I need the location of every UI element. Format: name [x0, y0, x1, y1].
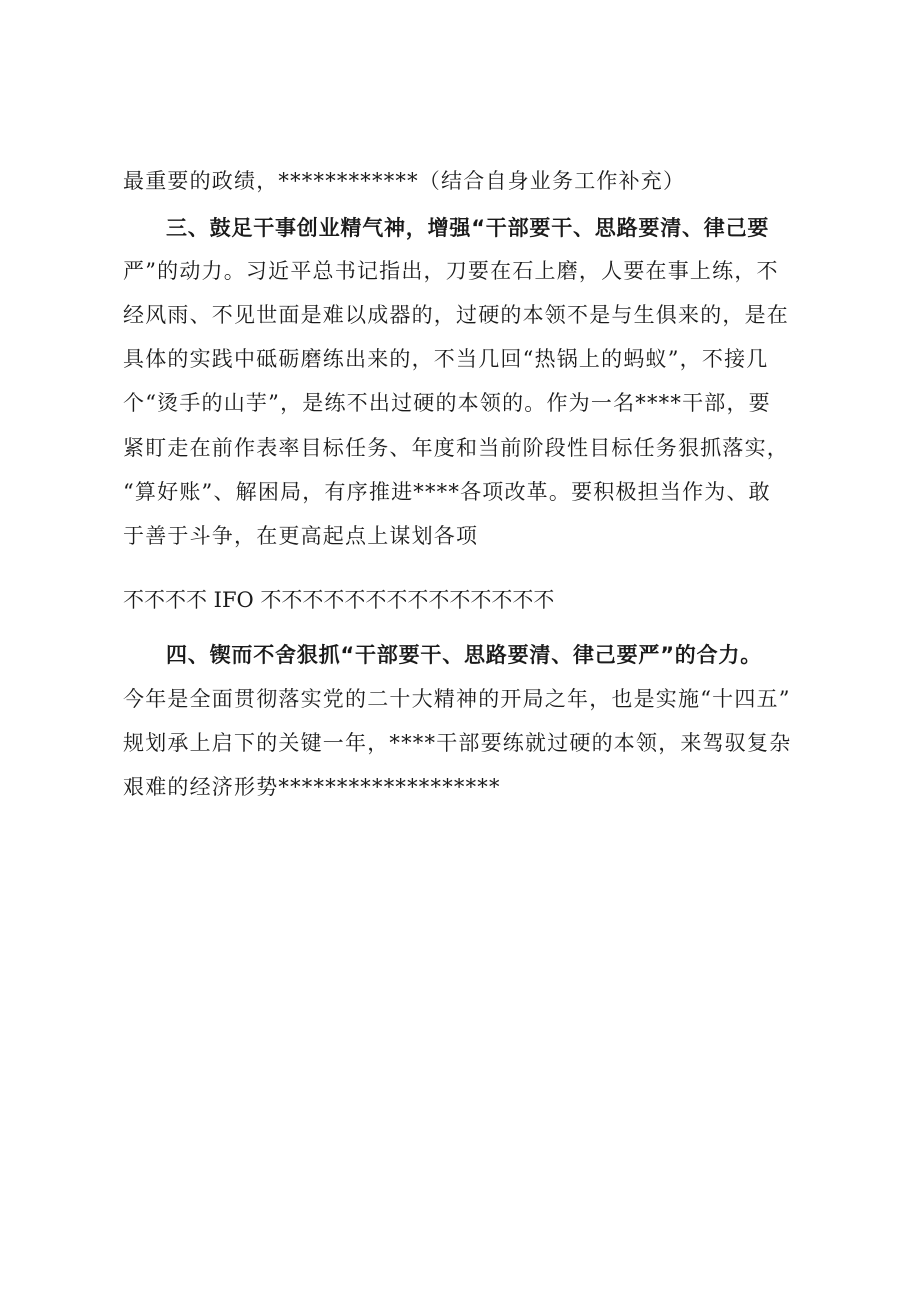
paragraph-line: “算好账”、解困局，有序推进****各项改革。要积极担当作为、敢	[123, 480, 771, 504]
paragraph-line: 经风雨、不见世面是难以成器的，过硬的本领不是与生俱来的，是在	[123, 303, 789, 327]
garbled-line: 不不不不 IFO 不不不不不不不不不不不不不不	[123, 588, 555, 612]
paragraph-line: 艰难的经济形势*******************	[123, 775, 501, 799]
paragraph-line: 严”的动力。习近平总书记指出，刀要在石上磨，人要在事上练，不	[123, 259, 779, 283]
paragraph-line: 最重要的政绩，************（结合自身业务工作补充）	[123, 169, 686, 193]
paragraph-line: 具体的实践中砥砺磨练出来的，不当几回“热锅上的蚂蚁”，不接几	[123, 347, 769, 371]
paragraph-line: 紧盯走在前作表率目标任务、年度和当前阶段性目标任务狠抓落实，	[123, 436, 789, 460]
paragraph-line: 今年是全面贯彻落实党的二十大精神的开局之年，也是实施“十四五”	[123, 687, 791, 711]
paragraph-line: 于善于斗争，在更高起点上谋划各项	[123, 524, 479, 548]
section-heading-four: 四、锲而不舍狠抓“干部要干、思路要清、律己要严”的合力。	[166, 643, 763, 667]
paragraph-line: 规划承上启下的关键一年，****干部要练就过硬的本领，来驾驭复杂	[123, 731, 792, 755]
paragraph-line: 个“烫手的山芋”，是练不出过硬的本领的。作为一名****干部，要	[123, 391, 771, 415]
section-heading-three: 三、鼓足干事创业精气神，增强“干部要干、思路要清、律己要	[166, 216, 770, 240]
